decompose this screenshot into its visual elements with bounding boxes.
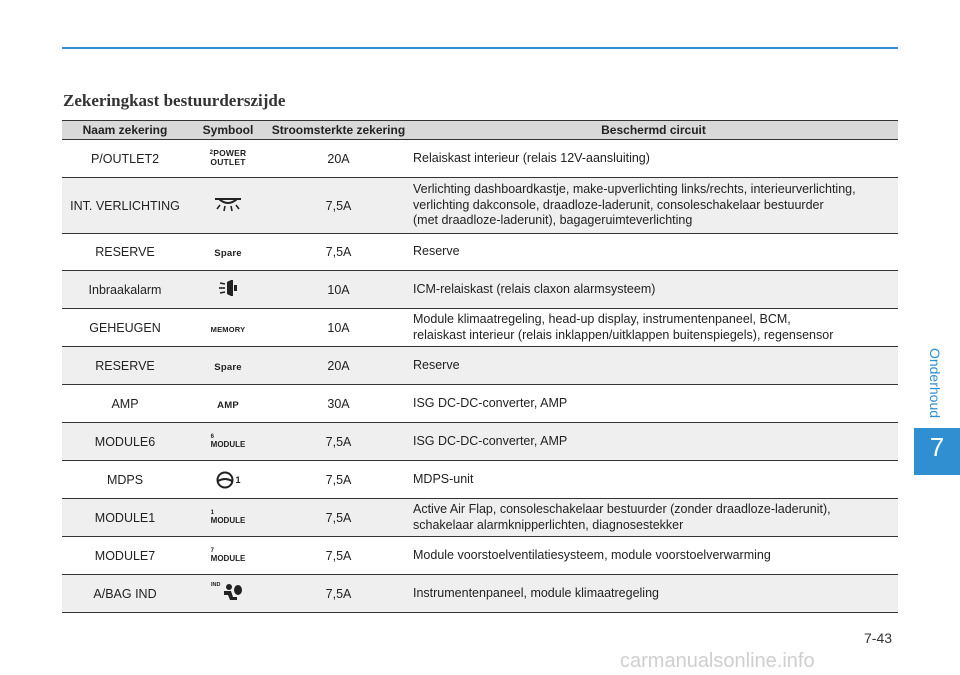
fuse-name: MODULE6 (62, 423, 188, 461)
fuse-circuit: ISG DC-DC-converter, AMP (409, 423, 898, 461)
fuse-name: AMP (62, 385, 188, 423)
table-row (62, 385, 898, 423)
table-row (62, 178, 898, 234)
table-row (62, 271, 898, 309)
airbag-indicator-icon: IND (211, 582, 245, 602)
fuse-circuit: Active Air Flap, consoleschakelaar bestuurder (zonder draadloze-laderunit), schakelaar alarmknipperlichten, diagnosestekker (409, 499, 898, 537)
column-header-circuit: Beschermd circuit (409, 121, 898, 140)
steering-wheel-icon (215, 470, 235, 490)
fuse-name: RESERVE (62, 234, 188, 271)
fuse-amperage: 7,5A (268, 537, 409, 575)
page-number: 7-43 (864, 630, 893, 646)
fuse-symbol (188, 385, 268, 423)
module-icon: 7 MODULE (210, 548, 246, 563)
fuse-amperage: 7,5A (268, 575, 409, 613)
table-row (62, 461, 898, 499)
table-row (62, 140, 898, 178)
fuse-name: Inbraakalarm (62, 271, 188, 309)
table-row (62, 423, 898, 461)
fuse-amperage: 10A (268, 309, 409, 347)
fuse-circuit: Reserve (409, 234, 898, 271)
fuse-table (62, 120, 898, 613)
fuse-symbol (188, 234, 268, 271)
chapter-number: 7 (929, 432, 945, 462)
fuse-circuit: Module klimaatregeling, head-up display, instrumentenpaneel, BCM, relaiskast interieur (relais inklappen/uitklappen buitenspiegels), regensensor (409, 309, 898, 347)
fuse-amperage: 20A (268, 347, 409, 385)
fuse-circuit: Verlichting dashboardkastje, make-upverlichting links/rechts, interieurverlichting, verlichting dakconsole, draadloze-laderunit, consoleschakelaar bestuurder (met draadloze-laderunit), bagageruimteverlichting (409, 178, 898, 234)
fuse-circuit: Relaiskast interieur (relais 12V-aansluiting) (409, 140, 898, 178)
fuse-amperage: 7,5A (268, 234, 409, 271)
interior-lamp-icon (211, 195, 245, 213)
table-row (62, 309, 898, 347)
amp-icon: AMP (217, 399, 239, 411)
fuse-symbol (188, 423, 268, 461)
fuse-circuit: Reserve (409, 347, 898, 385)
fuse-amperage: 7,5A (268, 423, 409, 461)
fuse-amperage: 7,5A (268, 499, 409, 537)
fuse-symbol (188, 499, 268, 537)
table-row (62, 234, 898, 271)
fuse-circuit: ICM-relaiskast (relais claxon alarmsysteem) (409, 271, 898, 309)
fuse-amperage: 30A (268, 385, 409, 423)
fuse-name: A/BAG IND (62, 575, 188, 613)
fuse-amperage: 10A (268, 271, 409, 309)
fuse-name: GEHEUGEN (62, 309, 188, 347)
fuse-circuit: MDPS-unit (409, 461, 898, 499)
power-outlet-icon: $^2$POWER OUTLET (209, 148, 247, 167)
table-row (62, 537, 898, 575)
module-icon: 6 MODULE (210, 434, 246, 449)
fuse-symbol (188, 347, 268, 385)
fuse-symbol (188, 309, 268, 347)
column-header-name: Naam zekering (62, 121, 188, 140)
fuse-circuit: Instrumentenpaneel, module klimaatregeling (409, 575, 898, 613)
column-header-amperage: Stroomsterkte zekering (268, 121, 409, 140)
table-row (62, 575, 898, 613)
fuse-symbol (188, 140, 268, 178)
fuse-circuit: ISG DC-DC-converter, AMP (409, 385, 898, 423)
fuse-symbol: 1 (188, 461, 268, 499)
fuse-symbol (188, 178, 268, 234)
fuse-name: P/OUTLET2 (62, 140, 188, 178)
spare-icon: Spare (214, 248, 242, 259)
fuse-name: INT. VERLICHTING (62, 178, 188, 234)
spare-icon: Spare (214, 361, 242, 373)
fuse-symbol (188, 537, 268, 575)
fuse-symbol (188, 575, 268, 613)
fuse-amperage: 7,5A (268, 461, 409, 499)
fuse-circuit: Module voorstoelventilatiesysteem, module voorstoelverwarming (409, 537, 898, 575)
fuse-amperage: 7,5A (268, 178, 409, 234)
footer-watermark: carmanualsonline.info (620, 650, 815, 672)
fuse-name: MODULE7 (62, 537, 188, 575)
fuse-amperage: 20A (268, 140, 409, 178)
section-title: Zekeringkast bestuurderszijde (63, 91, 286, 110)
top-rule (62, 47, 898, 49)
memory-icon: MEMORY (210, 324, 246, 334)
module-icon: 1 MODULE (210, 510, 246, 525)
alarm-horn-icon (217, 278, 239, 298)
fuse-name: RESERVE (62, 347, 188, 385)
fuse-name: MDPS (62, 461, 188, 499)
table-row (62, 347, 898, 385)
table-header-row (62, 121, 898, 140)
column-header-symbol: Symbool (188, 121, 268, 140)
fuse-symbol (188, 271, 268, 309)
chapter-side-label: Onderhoud (927, 347, 943, 419)
fuse-name: MODULE1 (62, 499, 188, 537)
table-row (62, 499, 898, 537)
